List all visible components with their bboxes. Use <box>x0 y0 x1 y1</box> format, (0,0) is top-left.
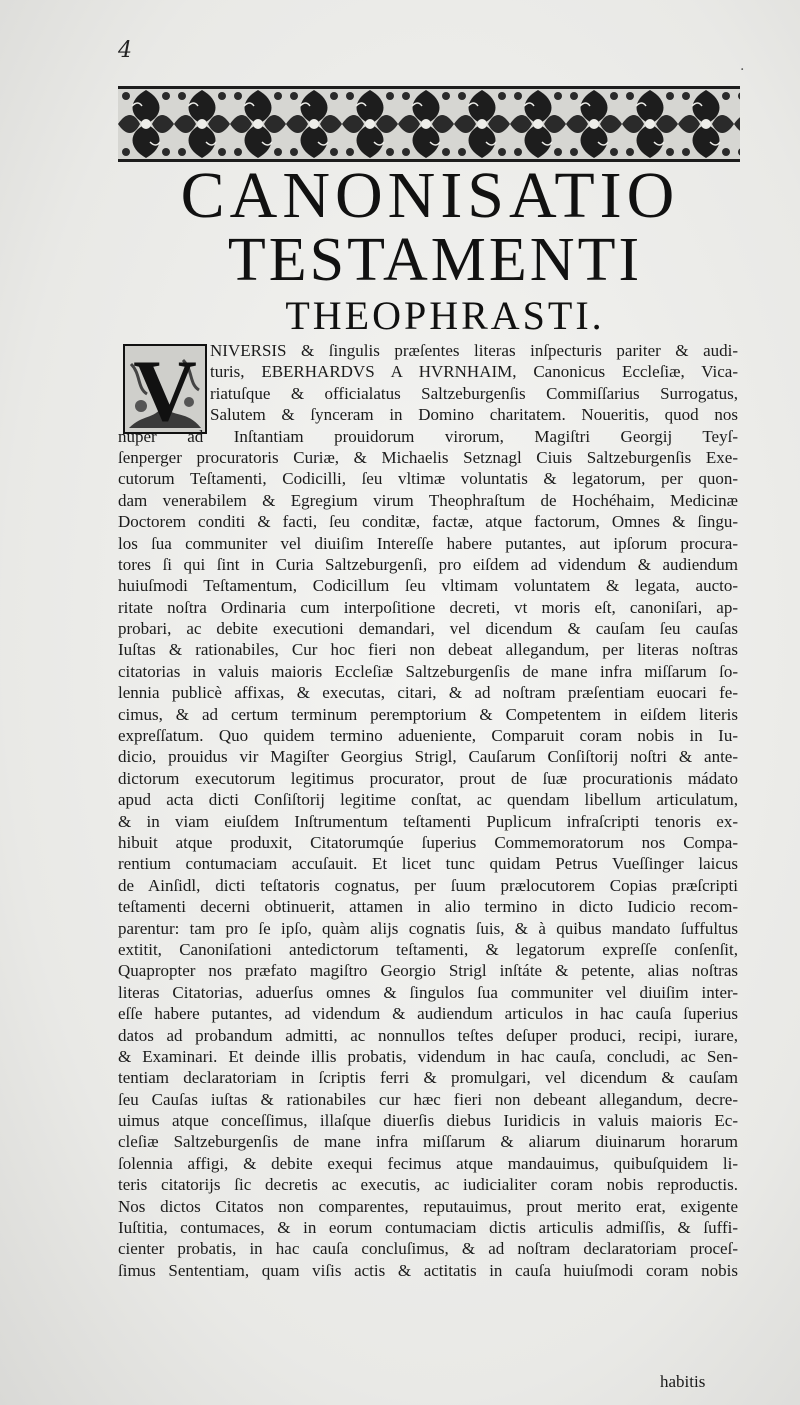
page-number: 4 <box>118 38 132 63</box>
body-line: dicio, prouidus vir Magiſter Georgius Strigl, Cauſarum Conſiſtorij noſtri & ante- <box>118 747 738 767</box>
body-line: teſtamenti decerni obtinuerit, attamen in alio termino in dicto Iudicio recom- <box>118 897 738 917</box>
body-line: uimus atque conceſſimus, illaſque diuerſis diebus Iuridicis in valuis maioris Ec- <box>118 1111 738 1131</box>
title-line-3: THEOPHRASTI. <box>285 293 605 338</box>
initial-letter: V <box>133 344 197 434</box>
body-line: Salutem & ſynceram in Domino charitatem. Noueritis, quod nos <box>210 405 738 425</box>
body-line: ſenperger procuratoris Curiæ, & Michaelis Setznagl Ciuis Saltzeburgenſis Exe- <box>118 447 738 467</box>
body-text <box>118 340 738 1281</box>
body-line: nuper ad Inſtantiam prouidorum virorum, Magiſtri Georgij Teyſ- <box>118 426 738 446</box>
body-line: los ſua communiter vel diuiſim Intereſſe habere putantes, aut ipſorum procura- <box>118 533 738 553</box>
body-line: hibuit atque produxit, Citatorumqúe ſuperius Commemoratorum nos Compa- <box>118 832 738 852</box>
body-line: ſolennia affigi, & debite exequi fecimus atque mandauimus, quibuſquidem li- <box>118 1153 738 1173</box>
body-line: rentium contumaciam accuſauit. Et licet tunc quidam Petrus Vueſſinger laicus <box>118 854 738 874</box>
body-line: cleſiæ Saltzeburgenſis de mane infra miſſarum & aliarum diuinarum horarum <box>118 1132 738 1152</box>
body-line: tores ſi qui ſint in Curia Saltzeburgenſi, pro eiſdem ad videndum & audiendum <box>118 554 738 574</box>
body-line: Doctorem conditi & facti, ſeu conditæ, factæ, atque factorum, Omnes & ſingu- <box>118 512 738 532</box>
body-line: Iuſtitia, contumaces, & in eorum contumaciam dictis articulis admiſſis, & ſuffi- <box>118 1218 738 1238</box>
body-line: huiuſmodi Teſtamentum, Codicillum ſeu vltimam voluntatem & legata, aucto- <box>118 576 738 596</box>
body-line: probari, ac debite executioni demandari, vel dicendum & cauſam ſeu cauſas <box>118 619 738 639</box>
body-line: & in viam eiuſdem Inſtrumentum teſtamenti Puplicum infraſcripti tenoris ex- <box>118 811 738 831</box>
ornamental-border-band <box>118 86 740 162</box>
body-line: dictorum executorum legitimus procurator, prout de ſuæ procurationis mádato <box>118 768 738 788</box>
body-line: expreſſatum. Quo quidem termino adueniente, Comparuit coram nobis in Iu- <box>118 726 738 746</box>
body-line: Quapropter nos præfato magiſtro Georgio Strigl inſtáte & petente, alias noſtras <box>118 961 738 981</box>
body-line: ſimus Sententiam, quam viſis actis & actitatis in cauſa huiuſmodi coram nobis <box>118 1260 738 1280</box>
body-line: teris citatorijs ſic decretis ac executis, ac iudicialiter coram nobis reproductis. <box>118 1175 738 1195</box>
body-line: apud acta dicti Conſiſtorij legitime conſtat, ac quendam libellum articulatum, <box>118 790 738 810</box>
body-line: eſſe habere putantes, ad videndum & audiendum articulos in hac cauſa ſuperius <box>118 1004 738 1024</box>
body-line: cienter probatis, in hac cauſa concluſimus, & ad noſtram declaratoriam proceſ- <box>118 1239 738 1259</box>
title-line-2: TESTAMENTI <box>227 226 643 294</box>
body-line: parentur: tam pro ſe ipſo, quàm alijs cognatis ſuis, & à quibus mandato ſuffultus <box>118 918 738 938</box>
body-line: lennia publicè affixas, & executas, citari, & ad noſtram præſentiam euocari fe- <box>118 683 738 703</box>
body-line: dam venerabilem & Egregium virum Theophraſtum de Hochéhaim, Medicinæ <box>118 490 738 510</box>
body-line: & Examinari. Et deinde illis probatis, videndum in hac cauſa, concludi, ac Sen- <box>118 1046 738 1066</box>
body-line: ritate noſtra Ordinaria cum interpoſitione decreti, vt moris eſt, canoniſari, ap- <box>118 597 738 617</box>
body-line: Nos dictos Citatos non comparentes, reputauimus, prout merito erat, exigente <box>118 1196 738 1216</box>
body-line: extitit, Canoniſationi antedictorum teſtamenti, & legatorum expreſſe conſenſit, <box>118 939 738 959</box>
body-line: riatuſque & officialatus Saltzeburgenſis Commiſſarius Surrogatus, <box>210 383 738 403</box>
body-line: cutorum Teſtamenti, Codicilli, ſeu vltimæ voluntatis & legatorum, per quon- <box>118 469 738 489</box>
body-line: NIVERSIS & ſingulis præſentes literas inſpecturis pariter & audi- <box>210 341 738 360</box>
body-line: Iuſtas & rationabiles, Cur hoc fieri non debeat allegandum, per literas noſtras <box>118 640 738 660</box>
catchword: habitis <box>660 1372 706 1391</box>
body-line: tentiam declaratoriam in ſcriptis ferri & promulgari, vel dicendum & cauſam <box>118 1068 738 1088</box>
body-line: datos ad probandum admitti, ac nonnullos teſtes deſuper produci, recipi, iurare, <box>118 1025 738 1045</box>
body-line: ſeu Cauſas iuſtas & rationabiles cur hæc fieri non debeant allegandum, decre- <box>118 1089 738 1109</box>
body-line: de Ainſidl, dicti teſtatoris cognatus, per ſuum prælocutorem Copias præſcripti <box>118 875 738 895</box>
body-line: cimus, & ad certum terminum peremptorium & Competentem in eiſdem literis <box>118 704 738 724</box>
margin-mark: · <box>740 62 745 78</box>
body-line: turis, EBERHARDVS A HVRNHAIM, Canonicus Eccleſiæ, Vica- <box>210 362 738 382</box>
body-line: literas Citatorias, aduerſus omnes & ſingulos ſua communiter vel diuiſim inter- <box>118 982 738 1002</box>
title-line-1: CANONISATIO <box>180 159 680 232</box>
body-line: citatorias in valuis maioris Eccleſiæ Saltzeburgenſis de mane infra miſſarum ſo- <box>118 661 738 681</box>
